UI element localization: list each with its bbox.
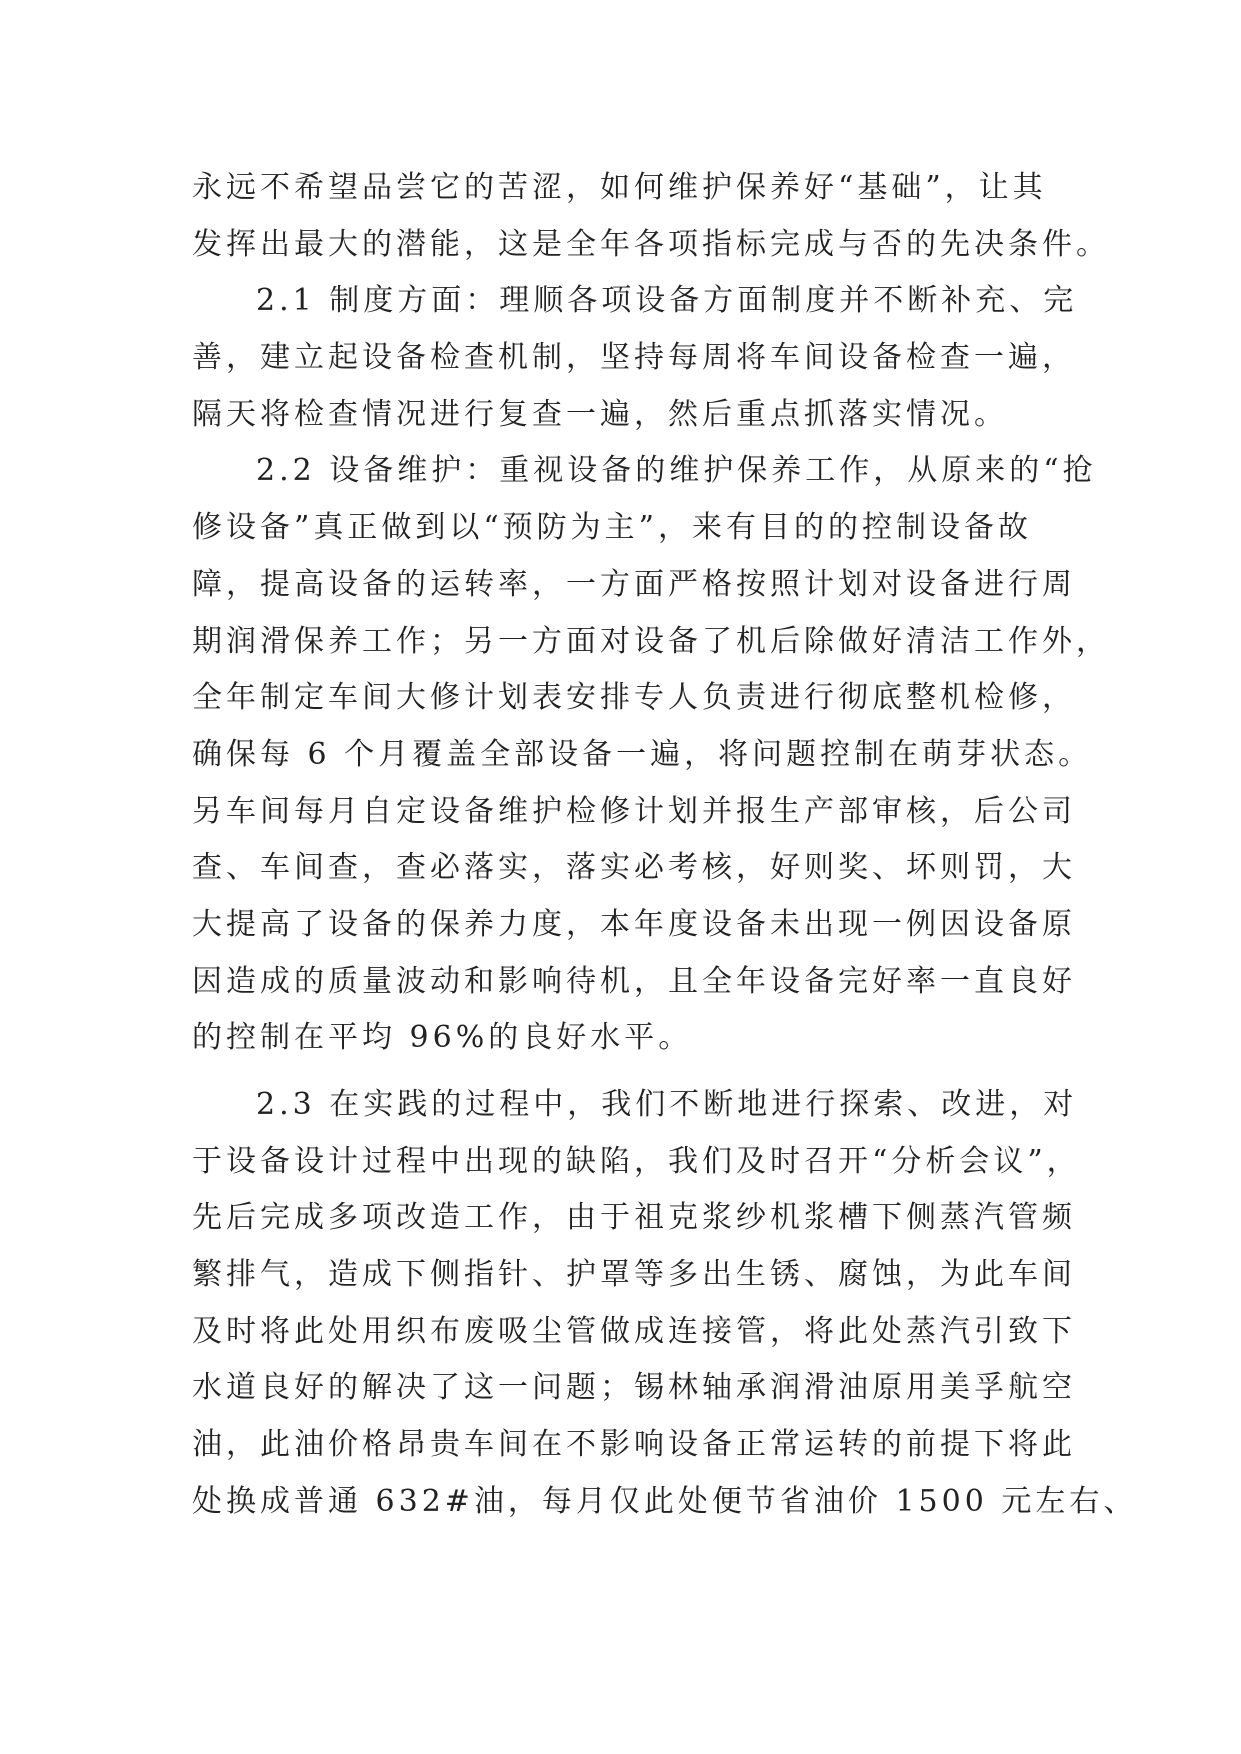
- document-body: [192, 160, 1138, 1531]
- text-line: 确保每 6 个月覆盖全部设备一遍，将问题控制在萌芽状态。: [192, 736, 1093, 772]
- text-line: 隔天将检查情况进行复查一遍，然后重点抓落实情况。: [192, 396, 1008, 432]
- text-line: 及时将此处用织布废吸尘管做成连接管，将此处蒸汽引致下: [192, 1313, 1076, 1349]
- text-line: 大提高了设备的保养力度，本年度设备未出现一例因设备原: [192, 906, 1076, 942]
- text-line: 善，建立起设备检查机制，坚持每周将车间设备检查一遍，: [192, 340, 1076, 376]
- text-line: 另车间每月自定设备维护检修计划并报生产部审核，后公司: [192, 793, 1076, 829]
- text-line: 因造成的质量波动和影响待机，且全年设备完好率一直良好: [192, 963, 1076, 999]
- text-line: 查、车间查，查必落实，落实必考核，好则奖、坏则罚，大: [192, 850, 1076, 886]
- paragraph-section-2-1: [192, 273, 1078, 443]
- text-line: 2.3 在实践的过程中，我们不断地进行探索、改进，对: [256, 1087, 1078, 1122]
- paragraph-section-2-2: [192, 443, 1110, 1067]
- text-line: 先后完成多项改造工作，由于祖克浆纱机浆槽下侧蒸汽管频: [192, 1200, 1076, 1236]
- text-line: 障，提高设备的运转率，一方面严格按照计划对设备进行周: [192, 566, 1076, 602]
- text-line: 水道良好的解决了这一问题；锡林轴承润滑油原用美孚航空: [192, 1370, 1076, 1406]
- text-line: 全年制定车间大修计划表安排专人负责进行彻底整机检修，: [192, 680, 1076, 716]
- text-line: 修设备”真正做到以“预防为主”，来有目的的控制设备故: [192, 510, 1033, 546]
- text-line: 永远不希望品尝它的苦涩，如何维护保养好“基础”，让其: [192, 170, 1047, 205]
- text-line: 于设备设计过程中出现的缺陷，我们及时召开“分析会议”，: [192, 1143, 1081, 1179]
- text-line: 发挥出最大的潜能，这是全年各项指标完成与否的先决条件。: [192, 226, 1110, 262]
- paragraph-intro-continuation: [192, 160, 1110, 273]
- text-line: 油，此油价格昂贵车间在不影响设备正常运转的前提下将此: [192, 1427, 1076, 1463]
- text-line: 繁排气，造成下侧指针、护罩等多出生锈、腐蚀，为此车间: [192, 1257, 1076, 1293]
- text-line: 2.2 设备维护：重视设备的维护保养工作，从原来的“抢: [256, 453, 1097, 489]
- paragraph-section-2-3: [192, 1077, 1138, 1531]
- text-line: 2.1 制度方面：理顺各项设备方面制度并不断补充、完: [256, 283, 1078, 319]
- text-line: 处换成普通 632#油，每月仅此处便节省油价 1500 元左右、: [192, 1483, 1138, 1519]
- text-line: 期润滑保养工作；另一方面对设备了机后除做好清洁工作外，: [192, 623, 1110, 659]
- text-line: 的控制在平均 96%的良好水平。: [192, 1020, 693, 1056]
